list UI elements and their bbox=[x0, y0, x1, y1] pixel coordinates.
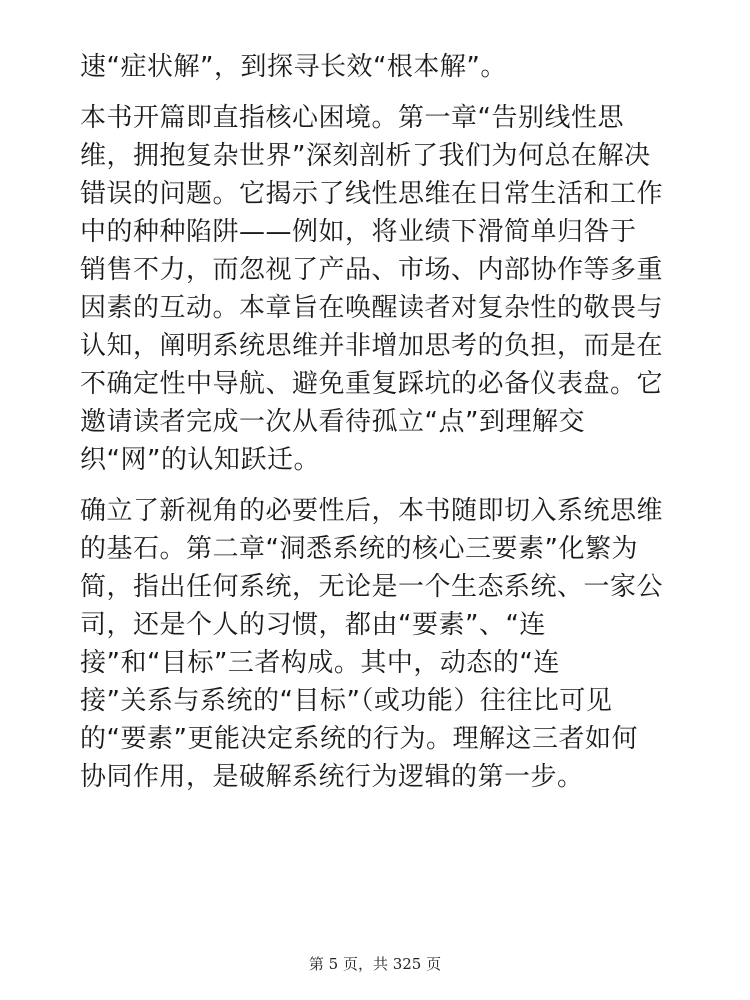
text-line: 认知，阐明系统思维并非增加思考的负担，而是在 bbox=[80, 331, 664, 361]
reader-content bbox=[80, 48, 670, 796]
text-line: 织“网”的认知跃迁。 bbox=[80, 445, 320, 475]
text-line: 接”和“目标”三者构成。其中，动态的“连 bbox=[80, 648, 560, 678]
text-line: 速“症状解”，到探寻长效“根本解”。 bbox=[80, 52, 507, 82]
text-line: 本书开篇即直指核心困境。第一章“告别线性思 bbox=[80, 103, 624, 133]
paragraph bbox=[80, 492, 670, 796]
text-line: 协同作用，是破解系统行为逻辑的第一步。 bbox=[80, 762, 584, 792]
text-line: 的“要素”更能决定系统的行为。理解这三者如何 bbox=[80, 724, 638, 754]
paragraph bbox=[80, 48, 670, 86]
text-line: 错误的问题。它揭示了线性思维在日常生活和工作 bbox=[80, 179, 664, 209]
text-line: 维，拥抱复杂世界”深刻剖析了我们为何总在解决 bbox=[80, 141, 651, 171]
text-line: 邀请读者完成一次从看待孤立“点”到理解交 bbox=[80, 407, 585, 437]
text-line: 因素的互动。本章旨在唤醒读者对复杂性的敬畏与 bbox=[80, 293, 664, 323]
text-line: 简，指出任何系统，无论是一个生态系统、一家公 bbox=[80, 572, 664, 602]
text-line: 中的种种陷阱——例如，将业绩下滑简单归咎于 bbox=[80, 217, 637, 247]
text-line: 接”关系与系统的“目标”（或功能）往往比可见 bbox=[80, 686, 613, 716]
text-line: 确立了新视角的必要性后，本书随即切入系统思维 bbox=[80, 496, 664, 526]
text-line: 司，还是个人的习惯，都由“要素”、“连 bbox=[80, 610, 546, 640]
paragraph bbox=[80, 99, 670, 479]
text-line: 不确定性中导航、避免重复踩坑的必备仪表盘。它 bbox=[80, 369, 664, 399]
text-line: 销售不力，而忽视了产品、市场、内部协作等多重 bbox=[80, 255, 664, 285]
page-indicator: 第 5 页，共 325 页 bbox=[308, 955, 442, 973]
text-line: 的基石。第二章“洞悉系统的核心三要素”化繁为 bbox=[80, 534, 638, 564]
